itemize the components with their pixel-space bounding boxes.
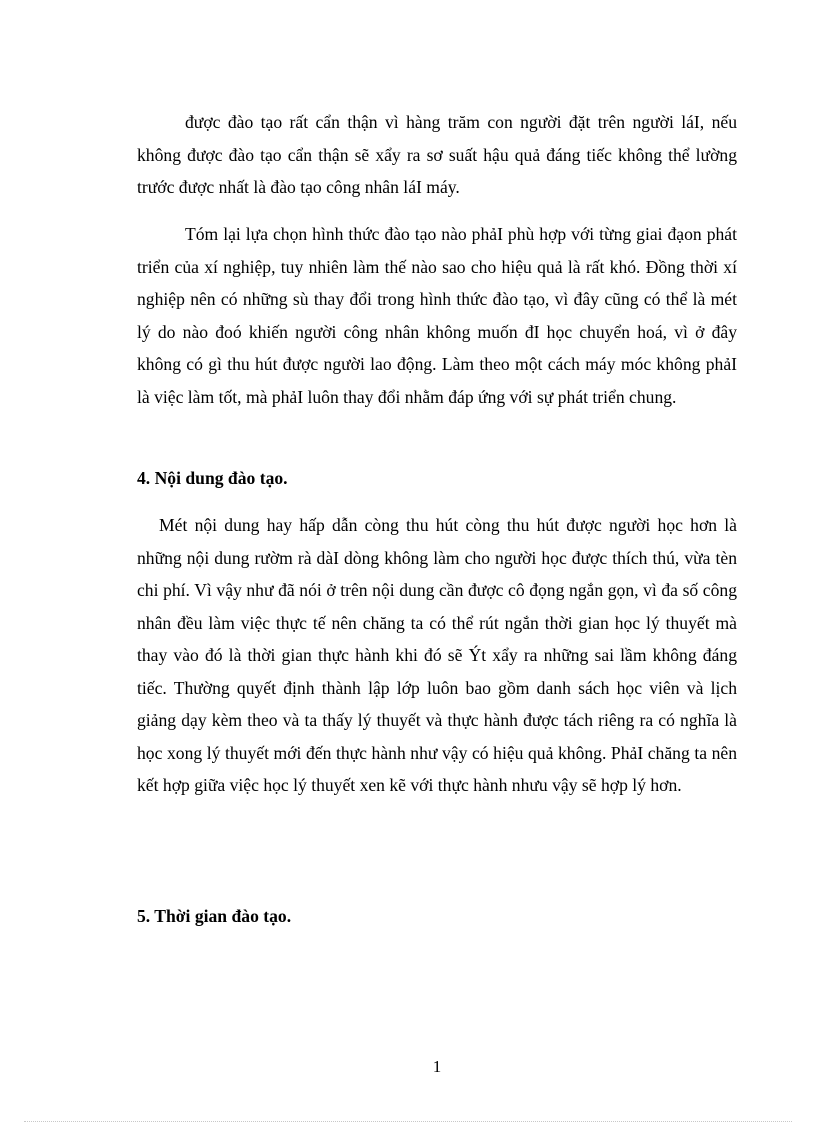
heading-section-4: 4. Nội dung đào tạo. <box>137 468 288 488</box>
paragraph-training-content: Mét nội dung hay hấp dẫn còng thu hút còng thu hút được người học hơn là những nội dung rườm rà dàI dòng không làm cho người học được thích thú, vừa tèn chi phí. Vì vậy như đã nói ở trên nội dung cần được cô đọng ngắn gọn, vì đa số công nhân đều làm việc thực tế nên chăng ta có thể rút ngắn thời gian học lý thuyết mà thay vào đó là thời gian thực hành khi đó sẽ Ýt xẩy ra những sai lầm không đáng tiếc. Thường quyết định thành lập lớp luôn bao gồm danh sách học viên và lịch giảng dạy kèm theo và ta thấy lý thuyết và thực hành được tách riêng ra có nghĩa là học xong lý thuyết mới đến thực hành như vậy có hiệu quả không. PhảI chăng ta nên kết hợp giữa việc học lý thuyết xen kẽ với thực hành nhưu vậy sẽ hợp lý hơn. <box>137 515 737 795</box>
paragraph-summary: Tóm lại lựa chọn hình thức đào tạo nào phảI phù hợp với từng giai đạon phát triển của xí nghiệp, tuy nhiên làm thế nào sao cho hiệu quả là rất khó. Đồng thời xí nghiệp nên có những sù thay đổi trong hình thức đào tạo, vì đây cũng có thể là mét lý do nào đoó khiến người công nhân không muốn đI học chuyển hoá, vì ở đây không có gì thu hút được người lao động. Làm theo một cách máy móc không phảI là việc làm tốt, mà phảI luôn thay đổi nhằm đáp ứng với sự phát triển chung. <box>137 224 737 407</box>
heading-section-5: 5. Thời gian đào tạo. <box>137 906 292 926</box>
page-number: 1 <box>432 1057 442 1076</box>
page-divider <box>24 1121 792 1122</box>
paragraph-training-care: được đào tạo rất cẩn thận vì hàng trăm con người đặt trên người láI, nếu không được đào tạo cẩn thận sẽ xẩy ra sơ suất hậu quả đáng tiếc không thể lường trước được nhất là đào tạo công nhân láI máy. <box>137 112 737 197</box>
